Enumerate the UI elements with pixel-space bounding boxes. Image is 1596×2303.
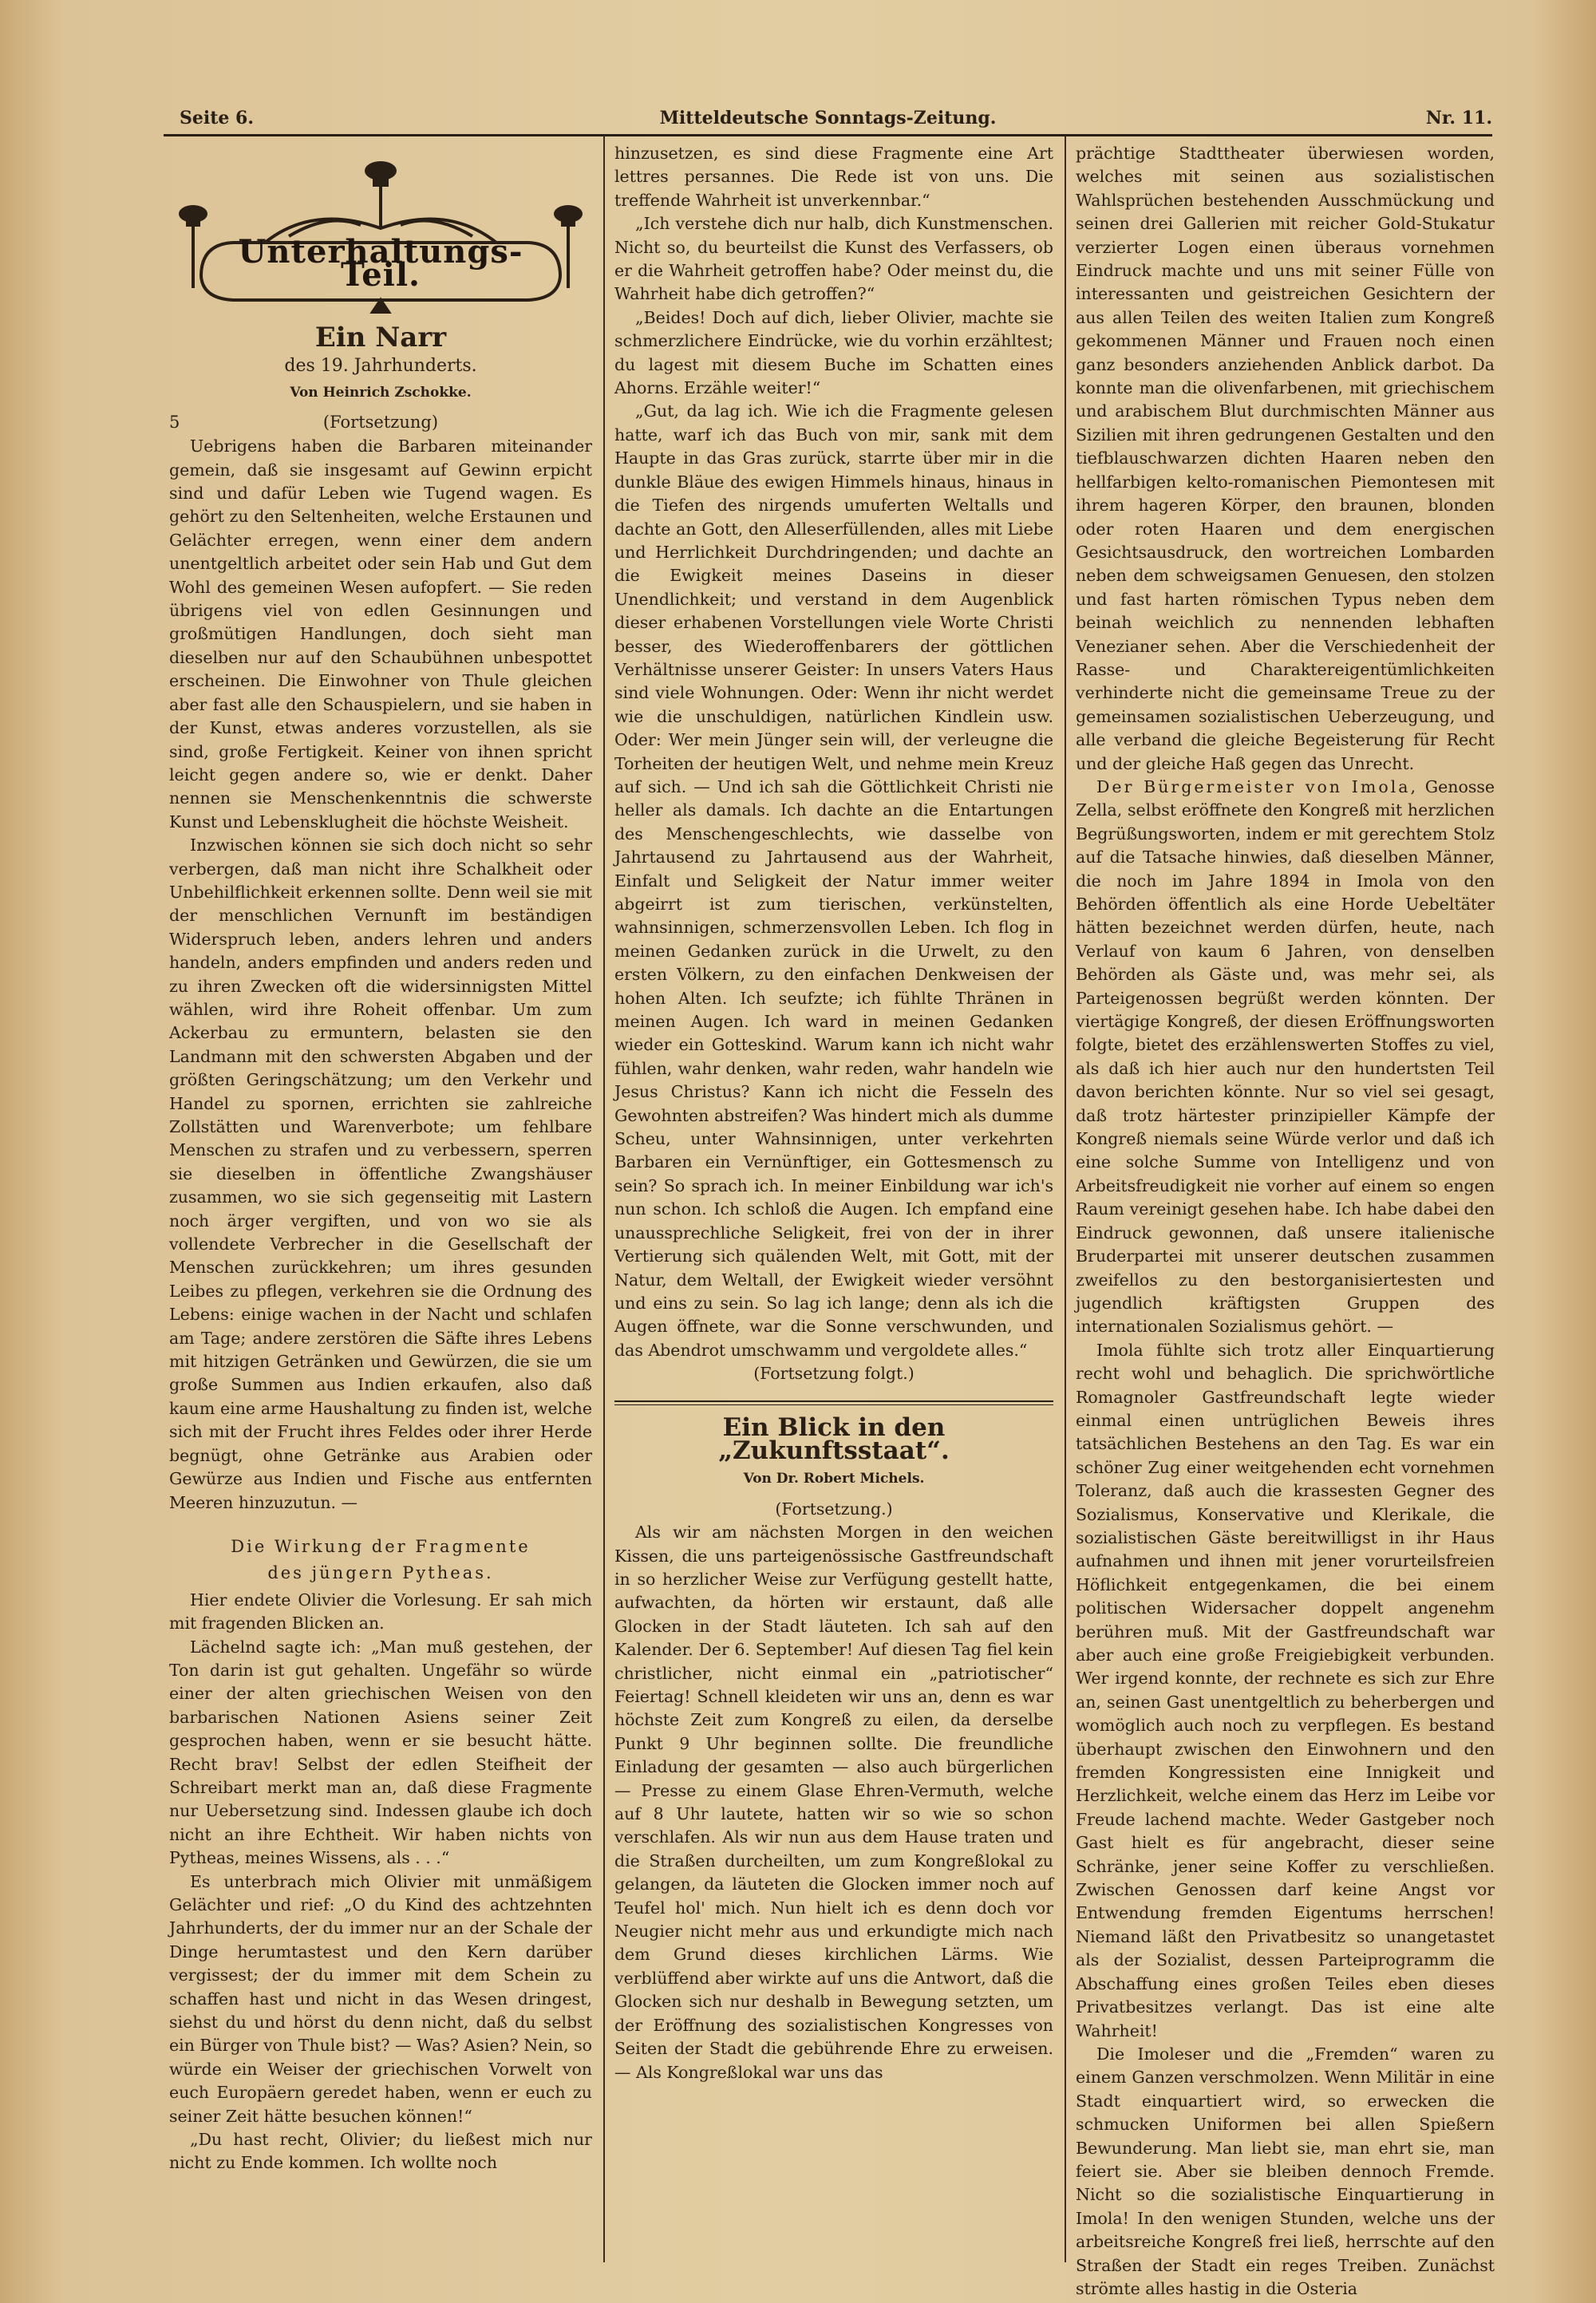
article-paragraph: prächtige Stadttheater überwiesen worden, welches mit seinen aus sozialistischen Wahlsprüchen bestehenden Ausschmückung und seinen drei Gallerien mit reicher Gold-Stukatur verzierter Logen einen überaus vornehmen Eindruck machte und uns mit seiner Fülle von interessanten und geistreichen Gesichtern der aus allen Teilen des weiten Italien zum Kongreß gekommenen Männer und Frauen noch einen ganz besonders anziehenden Anblick darbot. Da konnte man die olivenfarbenen, mit griechischem und arabischem Blut durchmischten Männer aus Sizilien mit ihren gedrungenen Gestalten und den tiefblauschwarzen dichten Haaren neben den hellfarbigen kelto-romanischen Piemontesen mit ihrem hageren Körper, den braunen, blonden oder roten Haaren und dem energischen Gesichtsausdruck, den wortreichen Lombarden neben dem schweigsamen Genuesen, den stolzen und fast harten römischen Typus neben dem beinah weichlich zu nennenden lebhaften Venezianer sehen. Aber die Verschiedenheit der Rasse- und Charaktereigentümlichkeiten verhinderte nicht die gemeinsame Treue zu der gemeinsamen sozialistischen Ueberzeugung, und alle verband die gleiche Begeisterung für Recht und der gleiche Haß gegen das Unrecht. [1076,144,1495,773]
article-paragraph: Imola fühlte sich trotz aller Einquartierung recht wohl und behaglich. Die sprichwörtliche Romagnoler Gastfreundschaft legte wieder einmal einen untrüglichen Beweis ihres tatsächlichen Bestehens an den Tag. Es war ein schöner Zug einer weitgehenden echt vornehmen Toleranz, daß auch die krassesten Gegner des Sozialismus, Konservative und Klerikale, die sozialistischen Gäste bereitwilligst in ihr Haus aufnahmen und ihnen mit jener vorurteilsfreien Höflichkeit entgegenkamen, die bei einem politischen Widersacher doppelt angenehm berühren muß. Mit der Gastfreundschaft war aber auch eine große Freigiebigkeit verbunden. Wer irgend konnte, der rechnete es sich zur Ehre an, seinen Gast unentgeltlich zu beherbergen und womöglich auch noch zu verpflegen. Es bestand überhaupt zwischen den Einwohnern und den fremden Kongressisten eine Innigkeit und Herzlichkeit, welche einem das Herz im Leibe vor Freude lachend machte. Weder Gastgeber noch Gast hielt es für angebracht, dieser seine Schränke, jener seine Koffer zu verschließen. Zwischen Genossen darf keine Angst vor Entwendung fremden Eigentums herrschen! Niemand läßt den Privatbesitz so unangetastet als der Sozialist, dessen Parteiprogramm die Abschaffung eines großen Teiles eben dieses Privatbesitzes verlangt. Das ist eine alte Wahrheit! [1076,1340,1495,2040]
article-paragraph: „Du hast recht, Olivier; du ließest mich nur nicht zu Ende kommen. Ich wollte noch [169,2130,592,2173]
article-paragraph: hinzusetzen, es sind diese Fragmente eine Art lettres persannes. Die Rede ist von uns. Die treffende Wahrheit ist unverkennbar.“ [614,144,1053,210]
continuation-label: (Fortsetzung.) [775,1499,893,1519]
article-paragraph [1076,776,1495,1339]
article-paragraph: Als wir am nächsten Morgen in den weichen Kissen, die uns parteigenössische Gastfreundschaft in so herzlicher Weise zur Verfügung gestellt hatte, aufwachten, da hörten wir erstaunt, daß alle Glocken in der Stadt läuteten. Ich sah auf den Kalender. Der 6. September! Auf diesen Tag fiel kein christlicher, nicht einmal ein „patriotischer“ Feiertag! Schnell kleideten wir uns an, denn es war höchste Zeit zum Kongreß zu eilen, da derselbe Punkt 9 Uhr beginnen sollte. Die freundliche Einladung der gesamten — also auch bürgerlichen — Presse zu einem Glase Ehren-Vermuth, welche auf 8 Uhr lautete, hatten wir so wie so schon verschlafen. Als wir nun aus dem Hause traten und die Straßen durcheilten, um zum Kongreßlokal zu gelangen, da läuteten die Glocken immer noch auf Teufel hol' mich. Nun hielt ich es denn doch vor Neugier nicht mehr aus und erkundigte mich nach dem Grund dieses kirchlichen Lärms. Wie verblüffend aber wirkte auf uns die Antwort, daß die Glocken sich nur deshalb in Bewegung setzten, um der Eröffnung des sozialistischen Kongresses von Seiten der Stadt die gebührende Ehre zu erweisen. — Als Kongreßlokal war uns das [614,1523,1053,2082]
article-paragraph: Uebrigens haben die Barbaren miteinander gemein, daß sie insgesamt auf Gewinn erpicht sind und dafür Leben wie Tugend wagen. Es gehört zu den Seltenheiten, welche Erstaunen und Gelächter erregen, wenn einer dem andern unentgeltlich arbeitet oder sein Hab und Gut dem Wohl des gemeinen Wesen aufopfert. — Sie reden übrigens viel von edlen Gesinnungen und großmütigen Handlungen, doch sieht man dieselben nur auf den Schaubühnen unbespottet erscheinen. Die Einwohner von Thule gleichen aber fast alle den Schauspielern, und sie haben in der Kunst, etwas anderes vorzustellen, als sie sind, große Fertigkeit. Keiner von ihnen spricht leicht gegen andere so, wie er denkt. Daher nennen sie Menschenkenntnis die schwerste Kunst und Lebensklugheit die höchste Weisheit. [169,437,592,832]
article-paragraph: Es unterbrach mich Olivier mit unmäßigem Gelächter und rief: „O du Kind des achtzehnten Jahrhunderts, der du immer nur an der Schale der Dinge herumtastest und den Kern darüber vergissest; der du immer mit dem Schein zu schaffen hast und nicht in das Wesen dringest, siehst du und hörst du denn nicht, daß du selbst ein Bürger von Thule bist? — Was? Asien? Nein, so würde ein Weiser der griechischen Vorwelt von euch Europäern geredet haben, wenn er euch zu seiner Zeit hätte besuchen können!“ [169,1871,592,2126]
column-3 [1076,142,1495,2298]
article-paragraph: „Beides! Doch auf dich, lieber Olivier, machte sie schmerzlichere Eindrücke, wie du vorhin erzähltest; du lagest mit diesem Buche im Schatten eines Ahorns. Erzähle weiter!“ [614,307,1053,398]
column-divider [1065,136,1066,2262]
article-paragraph: Lächelnd sagte ich: „Man muß gestehen, der Ton darin ist gut gehalten. Ungefähr so würde einer der alten griechischen Weisen von den barbarischen Nationen Asiens seiner Zeit gesprochen haben, wenn er sie besucht hätte. Recht brav! Selbst der edlen Steifheit der Schreibart merkt man an, daß diese Fragmente nur Uebersetzung sind. Indessen glaube ich doch nicht an ihre Echtheit. Wir haben nichts von Pytheas, meines Wissens, als . . .“ [169,1637,592,1868]
column-2 [614,142,1053,2257]
installment-number: 5 [169,413,180,433]
article-paragraph: „Ich verstehe dich nur halb, dich Kunstmenschen. Nicht so, du beurteilst die Kunst des Verfassers, ob er die Wahrheit getroffen habe? Oder meinst du, die Wahrheit habe dich getroffen?“ [614,214,1053,304]
spaced-lead: Der Bürgermeister von Imola, [1096,776,1418,796]
article-subtitle: des 19. Jahrhunderts. [284,356,477,377]
article-byline: Von Dr. Robert Michels. [743,1471,925,1487]
column-1 [169,142,592,2257]
paragraph-rest: Genosse Zella, selbst eröffnete den Kongreß mit herzlichen Begrüßungsworten, indem er mit gerechtem Stolz auf die Tatsache hinwies, daß dieselben Männer, die noch im Jahre 1894 in Imola von den Behörden öffentlich als eine Horde Uebeltäter hätten bezeichnet werden dürfen, heute, nach Verlauf von kaum 6 Jahren, von denselben Behörden als Gäste und, was mehr sei, als Parteigenossen begrüßt werden könnten. Der viertägige Kongreß, der diesen Eröffnungsworten folgte, bietet des erzählenswerten Stoffes zu viel, als daß ich hier auch nur den hundertsten Teil davon berichten könnte. Nur so viel sei gesagt, daß trotz härtester prinzipieller Kämpfe der Kongreß niemals seine Würde verlor und daß ich eine solche Summe von Intelligenz und von Arbeitsfreudigkeit nie vorher auf einem so engen Raum vereinigt gesehen habe. Ich habe dabei den Eindruck gewonnen, daß unsere italienische Bruderpartei mit unserer deutschen zusammen zweifellos zu den bestorganisiertesten und jugendlich kräftigsten Gruppen des internationalen Sozialismus gehört. — [1076,776,1495,1337]
masthead-title: Mitteldeutsche Sonntags-Zeitung. [659,108,997,128]
article-separator [614,1400,1053,1405]
section-title: Unterhaltungs-Teil. [238,233,523,294]
section-ornament [169,148,592,320]
article-paragraph: „Gut, da lag ich. Wie ich die Fragmente gelesen hatte, warf ich das Buch von mir, sank mit dem Haupte in das Gras zurück, starrte über mir in die dunkle Bläue des ewigen Himmels hinaus, hinaus in die Tiefen des nirgends umuferten Weltalls und dachte an Gott, den Alleserfüllenden, alles mit Liebe und Herrlichkeit Durchdringenden; und dachte an die Ewigkeit meines Daseins in dieser Unendlichkeit; und verstand in dem Augenblick dieser erhabenen Vorstellungen viele Worte Christi besser, des Wiederoffenbarers der göttlichen Verhältnisse unserer Geister: In unsers Vaters Haus sind viele Wohnungen. Oder: Wenn ihr nicht werdet wie die unschuldigen, natürlichen Kindlein usw. Oder: Wer mein Jünger sein will, der verleugne die Torheiten der heutigen Welt, und nehme mein Kreuz auf sich. — Und ich sah die Göttlichkeit Christi nie heller als damals. Ich dachte an die Entartungen des Menschengeschlechts, wie dasselbe von Jahrtausend zu Jahrtausend aus der Wahrheit, Einfalt und Seligkeit der Natur immer weiter abgeirrt ist zum tierischen, verkünstelten, wahnsinnigen, schmerzensvollen Leben. Ich flog in meinen Gedanken zurück in die Urwelt, zu den ersten Völkern, zu den einfachen Denkweisen der hohen Alten. Ich seufzte; ich fühlte Thränen in meinen Augen. Ich ward in meinen Gedanken wieder ein Gotteskind. Warum kann ich nicht wahr fühlen, wahr denken, wahr reden, wahr handeln wie Jesus Christus? Kann ich nicht die Fesseln des Gewohnten abstreifen? Was hindert mich als dumme Scheu, unter Wahnsinnigen, unter verkehrten Barbaren ein Vernünftiger, ein Gottesmensch zu sein? So sprach ich. In meiner Einbildung war ich's nun schon. Ich schloß die Augen. Ich empfand eine unaussprechliche Seligkeit, frei von der in ihrer Vertierung sich quälenden Welt, mit Gott, mit der Natur, dem Weltall, der Ewigkeit wieder versöhnt und eins zu sein. So lag ich lange; denn als ich die Augen öffnete, war die Sonne verschwunden, und das Abendrot umschwamm und vergoldete alles.“ [614,401,1053,1360]
sub-heading: Die Wirkung der Fragmente [231,1536,531,1556]
header-rule [164,134,1492,136]
article-paragraph: Die Imoleser und die „Fremden“ waren zu einem Ganzen verschmolzen. Wenn Militär in eine Stadt einquartiert wird, so erwecken die schmucken Uniformen bei allen Spießern Bewunderung. Man liebt sie, man ehrt sie, man feiert sie. Aber sie bleiben dennoch Fremde. Nicht so die sozialistische Einquartierung in Imola! In den wenigen Stunden, welche uns der arbeitsreiche Kongreß frei ließ, herrschte auf den Straßen der Stadt ein reges Treiben. Zunächst strömte alles hastig in die Osteria [1076,2044,1495,2298]
page-number: Seite 6. [180,108,255,128]
article-byline: Von Heinrich Zschokke. [290,384,472,401]
continuation-row [169,411,592,435]
article-title: Ein Narr [314,322,447,354]
article-title: Ein Blick in den „Zukunftsstaat“. [718,1412,950,1465]
continuation-notice: (Fortsetzung folgt.) [753,1364,915,1384]
column-divider [603,136,605,2262]
issue-number: Nr. 11. [1425,108,1492,128]
article-paragraph: Inzwischen können sie sich doch nicht so sehr verbergen, daß man nicht ihre Schalkheit oder Unbehilflichkeit erkennen sollte. Denn weil sie mit der menschlichen Vernunft im beständigen Widerspruch leben, anders lehren und anders handeln, anders empfinden und anders reden und zu ihren Zwecken oft die widersinnigsten Mittel wählen, wird ihre Roheit offenbar. Um zum Ackerbau zu ermuntern, belasten sie den Landmann mit den schwersten Abgaben und der größten Geringschätzung; um den Verkehr und Handel zu spornen, errichten sie zahlreiche Zollstätten und Warenverbote; um fehlbare Menschen zu strafen und zu verbessern, sperren sie dieselben in öffentliche Zwangshäuser zusammen, wo sie sich gegenseitig mit Lastern noch ärger vergiften, und von wo sie als vollendete Verbrecher in die Gesellschaft der Menschen zurückkehren; um ihres gesunden Leibes zu pflegen, verkehren sie die Ordnung des Lebens: einige wachen in der Nacht und schlafen am Tage; andere zerstören die Säfte ihres Lebens mit hitzigen Getränken und Gewürzen, die sie um große Summen aus Indien erkaufen, also daß kaum eine arme Haushaltung zu finden ist, welche sich mit der Frucht ihres Feldes oder ihrer Herde begnügt, ohne Getränke aus Arabien oder Gewürze aus Indien und Fische aus entfernten Meeren hinzuzutun. — [169,835,592,1512]
sub-heading: des jüngern Pytheas. [267,1563,494,1583]
article-paragraph: Hier endete Olivier die Vorlesung. Er sah mich mit fragenden Blicken an. [169,1590,592,1633]
continuation-label: (Fortsetzung) [322,413,439,433]
